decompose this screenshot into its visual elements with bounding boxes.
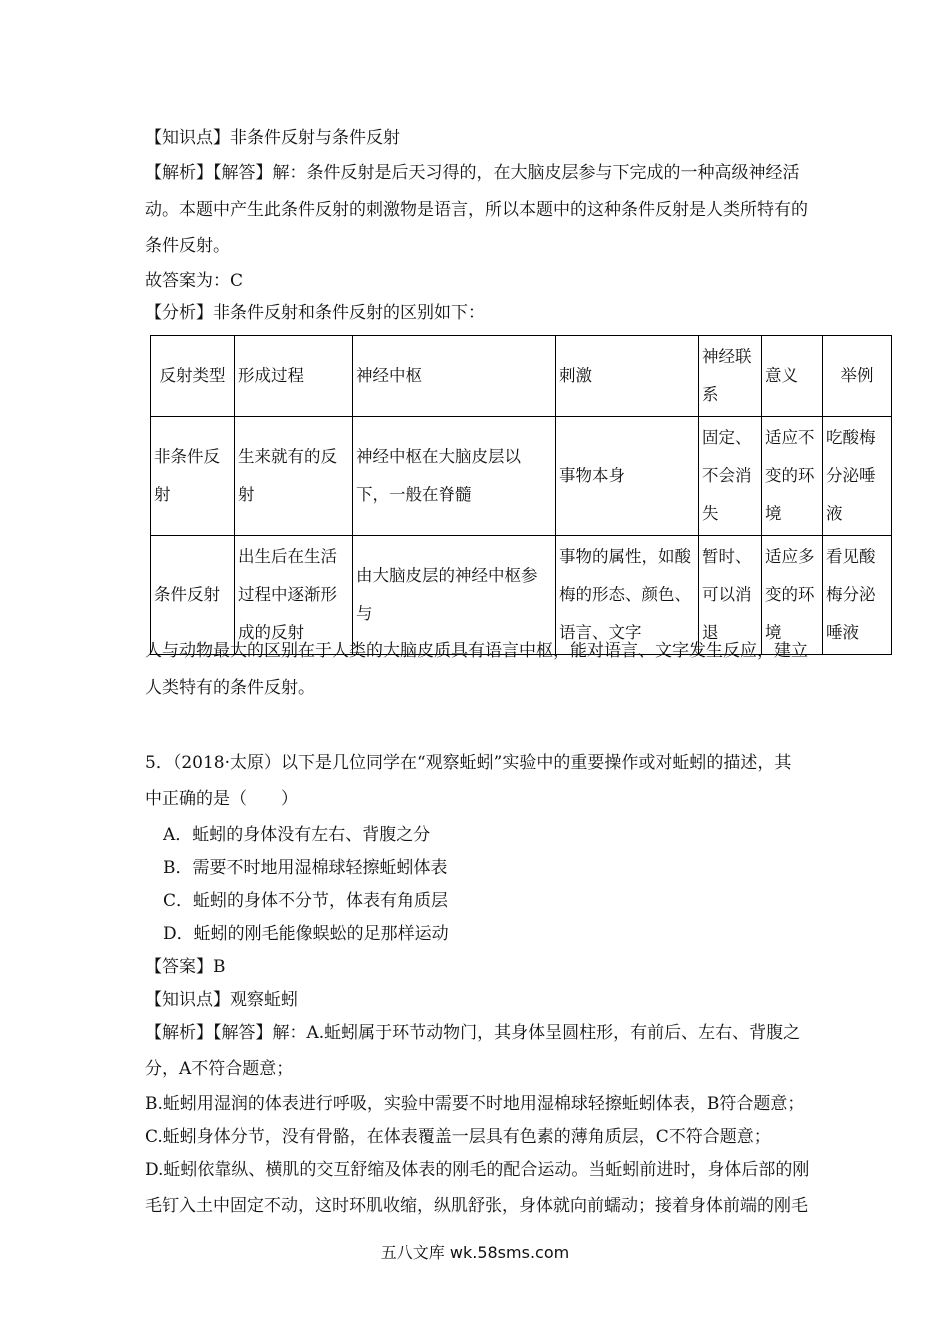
answer: 【答案】B	[145, 957, 226, 977]
table-cell: 生来就有的反射	[235, 417, 353, 536]
analysis-line: 动。本题中产生此条件反射的刺激物是语言，所以本题中的这种条件反射是人类所特有的	[145, 200, 808, 220]
table-header-cell: 刺激	[556, 336, 699, 417]
table-header-row	[151, 336, 892, 417]
table-header-cell: 举例	[823, 336, 892, 417]
table-cell: 事物的属性，如酸梅的形态、颜色、语言、文字	[556, 536, 699, 655]
analysis-line: 分，A不符合题意；	[145, 1059, 294, 1079]
analysis-line: B.蚯蚓用湿润的体表进行呼吸，实验中需要不时地用湿棉球轻擦蚯蚓体表，B符合题意；	[145, 1094, 805, 1114]
question-stem: 5．（2018·太原）以下是几位同学在“观察蚯蚓”实验中的重要操作或对蚯蚓的描述，其	[145, 753, 792, 773]
table-cell: 神经中枢在大脑皮层以下，一般在脊髓	[353, 417, 556, 536]
knowledge-point-2: 【知识点】观察蚯蚓	[145, 990, 298, 1010]
footer-watermark: 五八文库 wk.58sms.com	[380, 1243, 570, 1262]
table-header-cell: 神经中枢	[353, 336, 556, 417]
reflex-comparison-table	[150, 335, 892, 655]
option-c: C．蚯蚓的身体不分节，体表有角质层	[163, 891, 449, 911]
table-cell: 由大脑皮层的神经中枢参与	[353, 536, 556, 655]
knowledge-point-1: 【知识点】非条件反射与条件反射	[145, 128, 400, 148]
option-d: D．蚯蚓的刚毛能像蜈蚣的足那样运动	[163, 924, 449, 944]
table-header-cell: 神经联系	[699, 336, 762, 417]
table-header-cell: 反射类型	[151, 336, 235, 417]
table-header-cell: 形成过程	[235, 336, 353, 417]
table-cell: 事物本身	[556, 417, 699, 536]
analysis-intro: 【分析】非条件反射和条件反射的区别如下：	[145, 303, 485, 323]
table-cell: 出生后在生活过程中逐渐形成的反射	[235, 536, 353, 655]
table-row	[151, 417, 892, 536]
analysis-line: 【解析】【解答】解：A.蚯蚓属于环节动物门，其身体呈圆柱形，有前后、左右、背腹之	[145, 1023, 801, 1043]
table-header-cell: 意义	[762, 336, 823, 417]
analysis-line: 【解析】【解答】解：条件反射是后天习得的，在大脑皮层参与下完成的一种高级神经活	[145, 163, 800, 183]
option-a: A．蚯蚓的身体没有左右、背腹之分	[163, 825, 431, 845]
table-cell: 固定、不会消失	[699, 417, 762, 536]
analysis-line: 毛钉入土中固定不动，这时环肌收缩，纵肌舒张，身体就向前蠕动；接着身体前端的刚毛	[145, 1196, 808, 1216]
table-row	[151, 536, 892, 655]
table-cell: 看见酸梅分泌唾液	[823, 536, 892, 655]
answer-line: 故答案为：C	[145, 271, 244, 291]
analysis-line: C.蚯蚓身体分节，没有骨骼，在体表覆盖一层具有色素的薄角质层，C不符合题意；	[145, 1127, 771, 1147]
summary-line: 人与动物最大的区别在于人类的大脑皮质具有语言中枢，能对语言、文字发生反应，建立	[145, 641, 808, 661]
summary-line: 人类特有的条件反射。	[145, 678, 315, 698]
table-cell: 非条件反射	[151, 417, 235, 536]
table-cell: 适应不变的环境	[762, 417, 823, 536]
table-cell: 吃酸梅分泌唾液	[823, 417, 892, 536]
question-stem: 中正确的是（ ）	[145, 789, 298, 809]
table-cell: 暂时、可以消退	[699, 536, 762, 655]
analysis-line: 条件反射。	[145, 236, 230, 256]
option-b: B．需要不时地用湿棉球轻擦蚯蚓体表	[163, 858, 448, 878]
table-cell: 条件反射	[151, 536, 235, 655]
analysis-line: D.蚯蚓依靠纵、横肌的交互舒缩及体表的刚毛的配合运动。当蚯蚓前进时，身体后部的刚	[145, 1160, 810, 1180]
table-cell: 适应多变的环境	[762, 536, 823, 655]
